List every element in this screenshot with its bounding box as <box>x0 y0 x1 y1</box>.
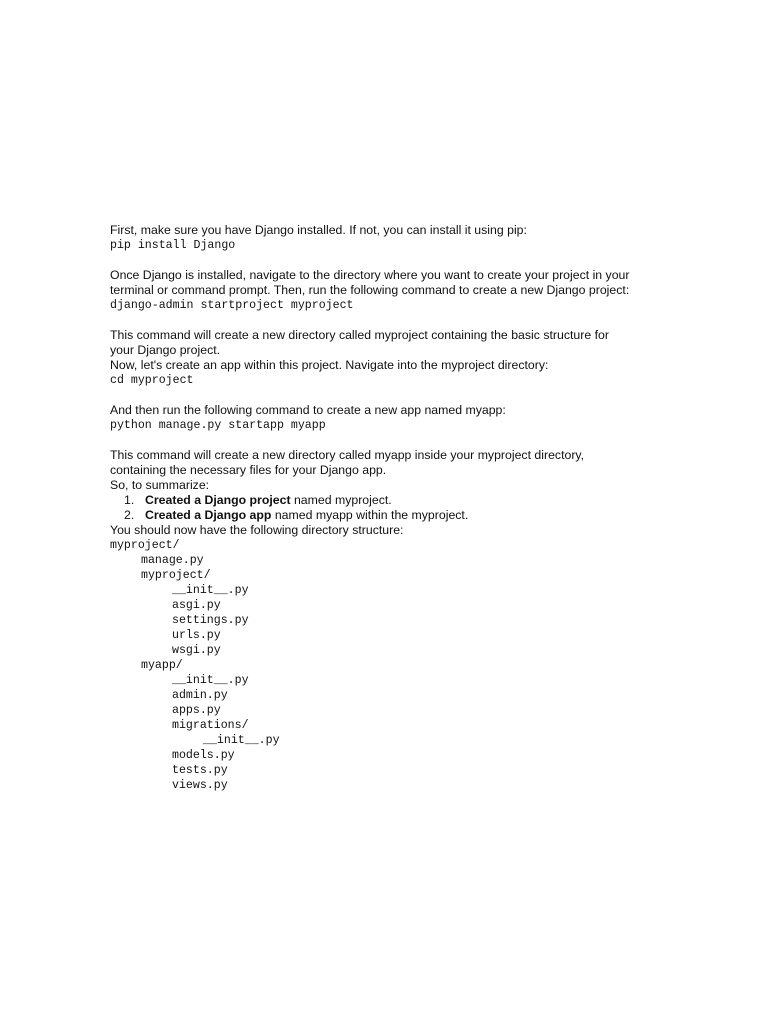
tree-file: manage.py <box>141 554 204 567</box>
tree-folder: myproject/ <box>141 569 211 582</box>
list-item: 2. Created a Django app named myapp within the myproject. <box>124 508 469 522</box>
tree-file: apps.py <box>172 704 221 717</box>
tree-file: __init__.py <box>172 584 249 597</box>
tree-file: __init__.py <box>172 674 249 687</box>
spacer <box>110 313 670 328</box>
tree-file: models.py <box>172 749 235 762</box>
list-item: 1. Created a Django project named myproject. <box>124 493 392 507</box>
tree-file: urls.py <box>172 629 221 642</box>
create-app-text: Now, let's create an app within this project. Navigate into the myproject directory: <box>110 358 549 372</box>
spacer <box>110 253 670 268</box>
code-startproject: django-admin startproject myproject <box>110 299 354 312</box>
tree-file: admin.py <box>172 689 228 702</box>
tree-file: views.py <box>172 779 228 792</box>
structure-text-line1: This command will create a new directory called myproject containing the basic structure for <box>110 328 609 342</box>
structure-text-line2: your Django project. <box>110 343 221 357</box>
code-pip-install: pip install Django <box>110 239 236 252</box>
spacer <box>110 388 670 403</box>
myapp-text-line1: This command will create a new directory called myapp inside your myproject directory, <box>110 448 585 462</box>
code-startapp: python manage.py startapp myapp <box>110 419 326 432</box>
summary-list <box>110 493 670 523</box>
tree-file: settings.py <box>172 614 249 627</box>
tree-folder: myapp/ <box>141 659 183 672</box>
code-cd: cd myproject <box>110 374 194 387</box>
summarize-text: So, to summarize: <box>110 478 210 492</box>
tree-file: tests.py <box>172 764 228 777</box>
intro-text: First, make sure you have Django installed. If not, you can install it using pip: <box>110 223 527 237</box>
tree-root: myproject/ <box>110 539 180 552</box>
navigate-text-line1: Once Django is installed, navigate to the directory where you want to create your project in your <box>110 268 630 282</box>
tree-file: wsgi.py <box>172 644 221 657</box>
directory-structure-text: You should now have the following directory structure: <box>110 523 404 537</box>
tree-folder: migrations/ <box>172 719 249 732</box>
spacer <box>110 433 670 448</box>
tree-file: __init__.py <box>203 734 280 747</box>
myapp-text-line2: containing the necessary files for your Django app. <box>110 463 387 477</box>
navigate-text-line2: terminal or command prompt. Then, run the following command to create a new Django project: <box>110 283 630 297</box>
directory-tree <box>110 538 670 793</box>
document-page <box>110 223 670 793</box>
startapp-text: And then run the following command to create a new app named myapp: <box>110 403 506 417</box>
tree-file: asgi.py <box>172 599 221 612</box>
